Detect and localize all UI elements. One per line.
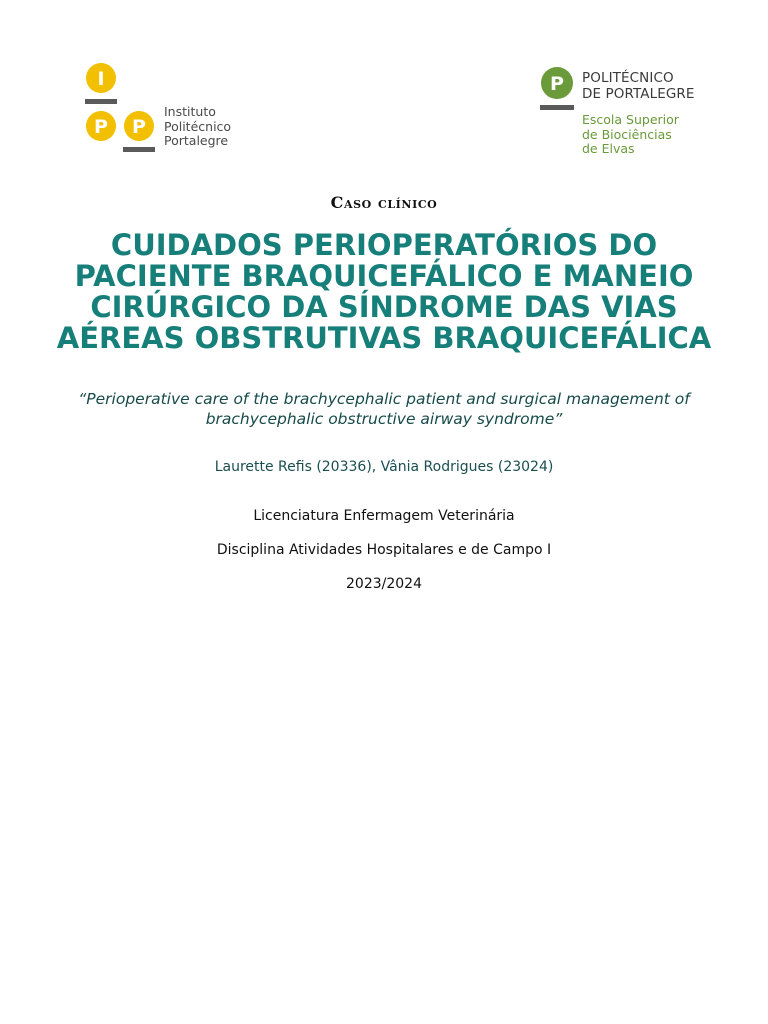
authors: Laurette Refis (20336), Vânia Rodrigues (23024) — [214, 459, 554, 475]
case-label: Caso clínico — [330, 193, 438, 212]
pp-logo-school-line: Escola Superior — [582, 112, 679, 127]
pp-logo — [538, 64, 708, 160]
discipline: Disciplina Atividades Hospitalares e de Campo I — [216, 542, 552, 558]
pp-logo-name — [582, 70, 695, 102]
pp-logo-mark — [538, 66, 576, 112]
document-title: CUIDADOS PERIOPERATÓRIOS DO PACIENTE BRAQUICEFÁLICO E MANEIO CIRÚRGICO DA SÍNDROME DAS VIAS AÉREAS OBSTRUTIVAS BRAQUICEFÁLICA — [56, 228, 712, 355]
ipp-letter-p1: P — [94, 116, 108, 138]
ipp-logo-mark — [82, 63, 162, 155]
pp-logo-name-line: DE PORTALEGRE — [582, 86, 695, 102]
ipp-logo-line: Politécnico — [164, 118, 232, 134]
academic-year: 2023/2024 — [346, 576, 422, 592]
ipp-logo-line: Portalegre — [164, 133, 229, 148]
ipp-letter-p2: P — [132, 116, 146, 138]
document-subtitle: “Perioperative care of the brachycephalic patient and surgical management of brachycephalic obstructive airway syndrome” — [78, 390, 690, 428]
pp-letter: P — [550, 73, 564, 95]
ipp-logo — [82, 63, 252, 158]
pp-logo-school — [582, 113, 679, 157]
pp-logo-name-line: POLITÉCNICO — [582, 70, 674, 86]
ipp-letter-i: I — [97, 68, 105, 90]
ipp-logo-line: Instituto — [164, 104, 216, 119]
degree-program: Licenciatura Enfermagem Veterinária — [253, 508, 515, 524]
pp-logo-school-line: de Elvas — [582, 141, 635, 156]
ipp-logo-text — [164, 105, 231, 149]
pp-logo-school-line: de Biociências — [582, 126, 672, 142]
